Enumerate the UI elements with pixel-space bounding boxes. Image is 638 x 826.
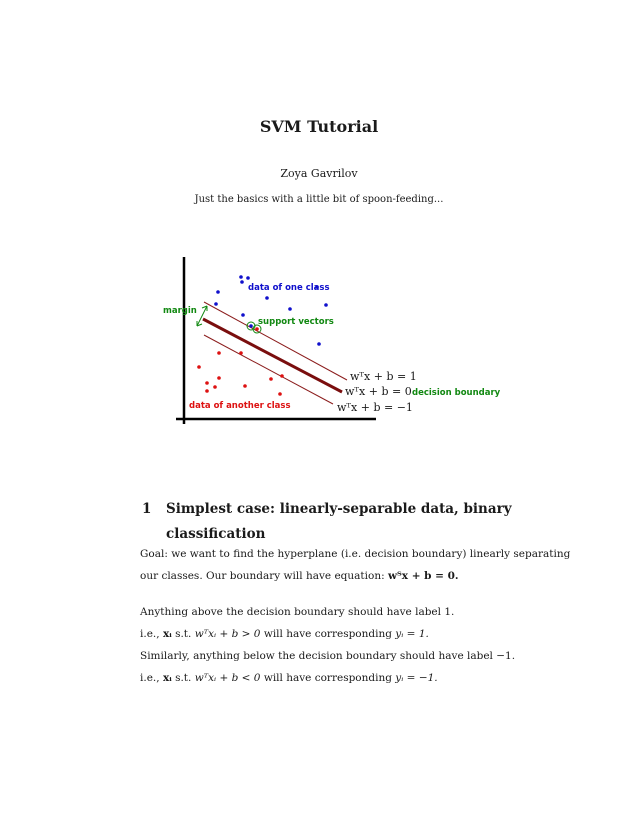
- blue-point: [240, 280, 244, 284]
- blue-point: [265, 296, 269, 300]
- lower-margin-equation: wᵀx + b = −1: [337, 401, 413, 414]
- red-point: [217, 376, 221, 380]
- blue-point: [214, 302, 218, 306]
- goal-line-2: [140, 570, 459, 582]
- red-point: [205, 381, 209, 385]
- section-title-line2: classification: [166, 526, 266, 542]
- support-vector-red: [255, 327, 259, 331]
- upper-margin-equation: wᵀx + b = 1: [350, 370, 417, 383]
- red-point: [269, 377, 273, 381]
- margin-arrow: [197, 306, 207, 326]
- ie-prefix: i.e.,: [140, 628, 160, 640]
- red-class-label: data of another class: [189, 401, 291, 411]
- xi-symbol: xᵢ: [162, 672, 172, 684]
- support-vector-blue: [249, 324, 253, 328]
- below-boundary-line: Similarly, anything below the decision boundary should have label −1.: [140, 650, 516, 662]
- paper-title: SVM Tutorial: [259, 117, 379, 136]
- paper-subtitle: Just the basics with a little bit of spoon-feeding...: [194, 194, 444, 205]
- red-point: [239, 351, 243, 355]
- blue-point: [288, 307, 292, 311]
- st-text: s.t.: [175, 628, 192, 640]
- negative-label: yᵢ = −1.: [395, 672, 438, 684]
- red-point: [280, 374, 284, 378]
- blue-point: [216, 290, 220, 294]
- goal-equation: wᵀx + b = 0.: [387, 570, 459, 582]
- boundary-equation: wᵀx + b = 0: [345, 385, 412, 398]
- decision-boundary-line: [203, 319, 342, 392]
- section-heading: [142, 497, 512, 547]
- goal-line-2-text: our classes. Our boundary will have equation:: [140, 570, 385, 582]
- negative-condition-line: [140, 672, 438, 684]
- red-point: [213, 385, 217, 389]
- red-point: [278, 392, 282, 396]
- corresponding-text: will have corresponding: [263, 672, 392, 684]
- lower-margin-line: [204, 335, 333, 404]
- margin-label: margin: [163, 306, 197, 316]
- blue-point: [241, 313, 245, 317]
- corresponding-text: will have corresponding: [263, 628, 392, 640]
- xi-symbol: xᵢ: [162, 628, 172, 640]
- red-point: [197, 365, 201, 369]
- red-point: [243, 384, 247, 388]
- red-class-points: [197, 351, 284, 396]
- st-text: s.t.: [175, 672, 192, 684]
- ie-prefix: i.e.,: [140, 672, 160, 684]
- goal-line-1: Goal: we want to find the hyperplane (i.e. decision boundary) linearly separating: [140, 548, 571, 560]
- red-point: [217, 351, 221, 355]
- positive-label: yᵢ = 1.: [395, 628, 429, 640]
- blue-point: [239, 275, 243, 279]
- svm-figure: [150, 252, 510, 432]
- decision-boundary-label: decision boundary: [412, 388, 501, 398]
- negative-inequality: wᵀxᵢ + b < 0: [194, 672, 261, 684]
- positive-inequality: wᵀxᵢ + b > 0: [194, 628, 261, 640]
- section-number: 1: [142, 501, 152, 517]
- blue-point: [324, 303, 328, 307]
- above-boundary-line: Anything above the decision boundary should have label 1.: [140, 606, 455, 618]
- blue-point: [317, 342, 321, 346]
- author-name: Zoya Gavrilov: [280, 167, 358, 180]
- upper-margin-line: [204, 302, 347, 380]
- support-vectors-label: support vectors: [258, 317, 334, 327]
- blue-point: [246, 276, 250, 280]
- section-title-line1: Simplest case: linearly-separable data, binary: [166, 501, 512, 517]
- blue-class-label: data of one class: [248, 283, 330, 293]
- positive-condition-line: [140, 628, 429, 640]
- red-point: [205, 389, 209, 393]
